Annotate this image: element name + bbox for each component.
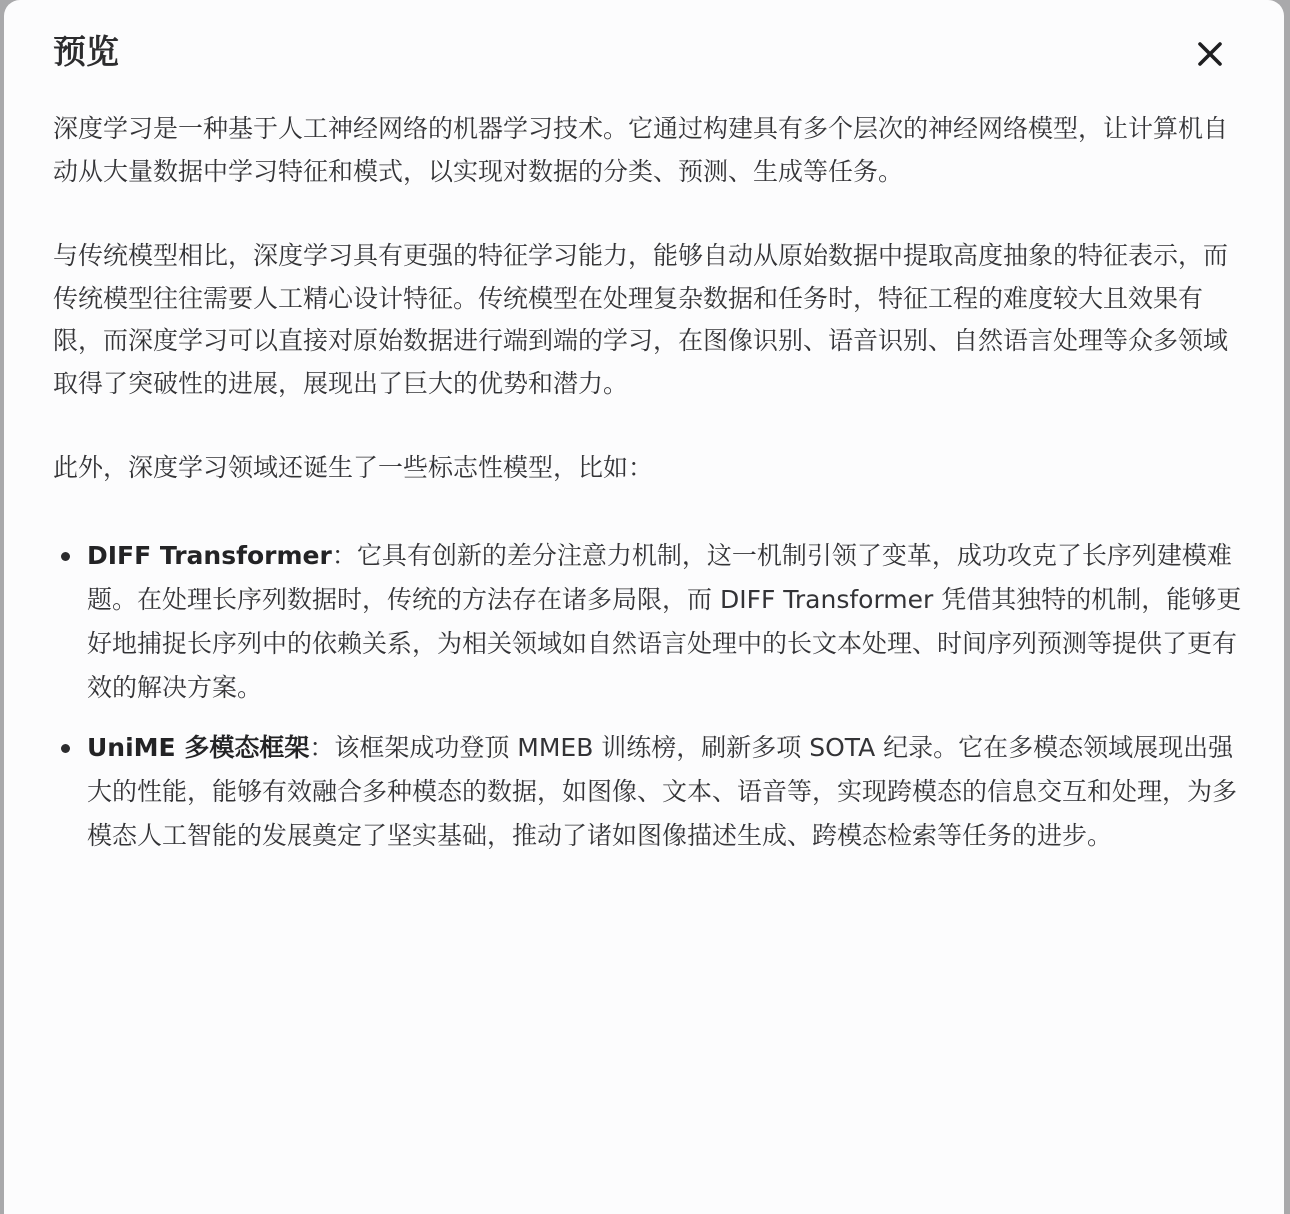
paragraph-models-intro: 此外，深度学习领域还诞生了一些标志性模型，比如： [53, 453, 654, 482]
paragraph-comparison: 与传统模型相比，深度学习具有更强的特征学习能力，能够自动从原始数据中提取高度抽象的特征表示，而传统模型往往需要人工精心设计特征。传统模型在处理复杂数据和任务时，特征工程的难度较大且效果有限，而深度学习可以直接对原始数据进行端到端的学习，在图像识别、语音识别、自然语言处理等众多领域取得了突破性的进展，展现出了巨大的优势和潜力。 [53, 241, 1229, 398]
list-item-text: ：它具有创新的差分注意力机制，这一机制引领了变革，成功攻克了长序列建模难题。在处理长序列数据时，传统的方法存在诸多局限，而 DIFF Transformer 凭借其独特的机制，能够更好地捕捉长序列中的依赖关系，为相关领域如自然语言处理中的长文本处理、时间序列预测等提供了更有效的解决方案。 [87, 540, 1242, 702]
list-item-term: UniME 多模态框架 [87, 732, 310, 762]
list-item-term: DIFF Transformer [87, 540, 332, 570]
list-item-text: ：该框架成功登顶 MMEB 训练榜，刷新多项 SOTA 纪录。它在多模态领域展现出强大的性能，能够有效融合多种模态的数据，如图像、文本、语音等，实现跨模态的信息交互和处理，为多模态人工智能的发展奠定了坚实基础，推动了诸如图像描述生成、跨模态检索等任务的进步。 [87, 732, 1238, 850]
dialog-content [53, 108, 1243, 858]
close-button[interactable] [1188, 32, 1232, 76]
model-list [53, 534, 1243, 858]
close-icon [1188, 32, 1232, 76]
list-item-diff-transformer [87, 534, 1243, 710]
dialog-header [4, 0, 1284, 104]
preview-dialog [4, 0, 1284, 1214]
dialog-title: 预览 [53, 32, 119, 71]
bullet-dot-icon [61, 552, 70, 561]
paragraph-intro: 深度学习是一种基于人工神经网络的机器学习技术。它通过构建具有多个层次的神经网络模型，让计算机自动从大量数据中学习特征和模式，以实现对数据的分类、预测、生成等任务。 [53, 114, 1229, 186]
bullet-dot-icon [61, 744, 70, 753]
list-item-unime [87, 726, 1243, 858]
